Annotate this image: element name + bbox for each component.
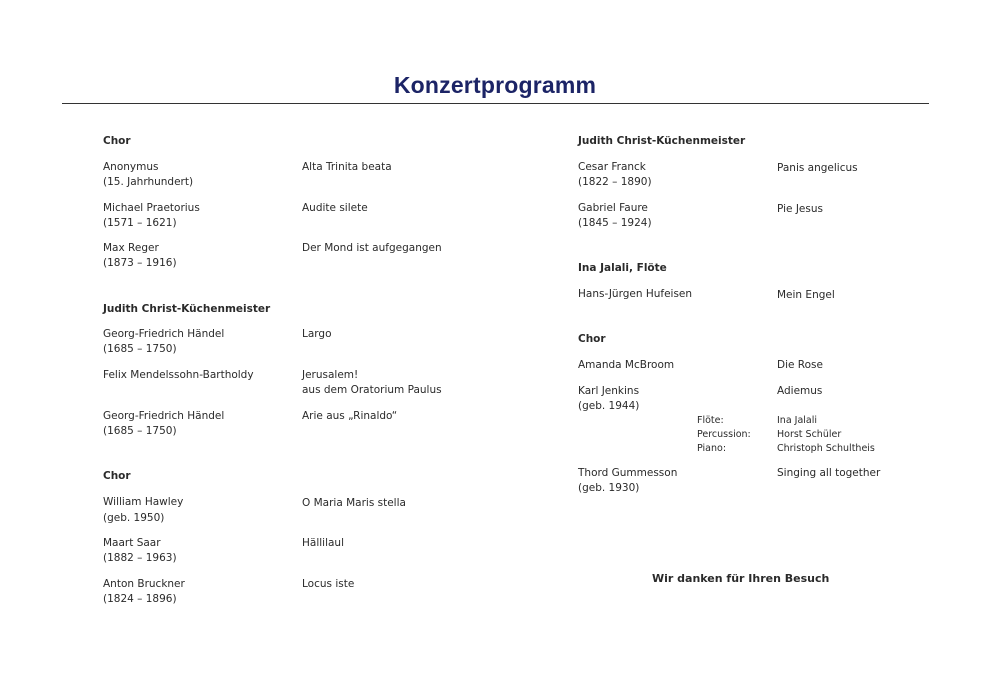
composer-name: Felix Mendelssohn-Bartholdy — [103, 369, 254, 381]
composer-name: Maart Saar — [103, 537, 161, 549]
composer-name: Georg-Friedrich Händel — [103, 410, 225, 422]
section-heading: Judith Christ-Küchenmeister — [578, 135, 746, 147]
thank-you-note: Wir danken für Ihren Besuch — [652, 572, 830, 585]
work-title: Locus iste — [302, 578, 355, 590]
work-title: Jerusalem! — [302, 369, 359, 381]
composer-dates: (15. Jahrhundert) — [103, 176, 194, 188]
page-title: Konzertprogramm — [393, 72, 597, 98]
work-title: Mein Engel — [777, 289, 835, 301]
section-heading: Ina Jalali, Flöte — [578, 262, 667, 274]
composer-name: Thord Gummesson — [578, 467, 678, 479]
composer-name: Georg-Friedrich Händel — [103, 328, 225, 340]
composer-dates: (1824 – 1896) — [103, 593, 177, 605]
composer-name: Amanda McBroom — [578, 359, 675, 371]
work-title: Der Mond ist aufgegangen — [302, 242, 442, 254]
performer-role: Piano: — [697, 443, 727, 454]
work-title: Audite silete — [302, 202, 368, 214]
composer-dates: (1685 – 1750) — [103, 425, 177, 437]
composer-dates: (1571 – 1621) — [103, 217, 177, 229]
composer-name: Gabriel Faure — [578, 202, 648, 214]
work-title: Alta Trinita beata — [302, 161, 392, 173]
composer-name: Anton Bruckner — [103, 578, 185, 590]
performer-name: Ina Jalali — [777, 415, 818, 426]
composer-name: Anonymus — [103, 161, 159, 173]
composer-dates: (geb. 1950) — [103, 512, 165, 524]
work-title: Panis angelicus — [777, 162, 858, 174]
composer-dates: (1685 – 1750) — [103, 343, 177, 355]
performer-role: Percussion: — [697, 429, 751, 440]
composer-name: Michael Praetorius — [103, 202, 200, 214]
composer-dates: (1822 – 1890) — [578, 176, 652, 188]
work-title: Singing all together — [777, 467, 881, 479]
composer-dates: (1882 – 1963) — [103, 552, 177, 564]
composer-dates: (geb. 1944) — [578, 400, 640, 412]
work-title: O Maria Maris stella — [302, 497, 406, 509]
composer-name: Cesar Franck — [578, 161, 646, 173]
performer-role: Flöte: — [697, 415, 724, 426]
composer-dates: (1845 – 1924) — [578, 217, 652, 229]
composer-name: Hans-Jürgen Hufeisen — [578, 288, 693, 300]
composer-name: Karl Jenkins — [578, 385, 640, 397]
section-heading: Chor — [103, 470, 131, 482]
composer-name: Max Reger — [103, 242, 159, 254]
title-divider — [62, 103, 929, 104]
performer-name: Horst Schüler — [777, 429, 842, 440]
work-title: Adiemus — [777, 385, 823, 397]
work-title: Hällilaul — [302, 537, 345, 549]
work-subtitle: aus dem Oratorium Paulus — [302, 384, 442, 396]
work-title: Largo — [302, 328, 332, 340]
composer-name: William Hawley — [103, 496, 184, 508]
section-heading: Chor — [103, 135, 131, 147]
section-heading: Chor — [578, 333, 606, 345]
section-heading: Judith Christ-Küchenmeister — [103, 303, 271, 315]
composer-dates: (1873 – 1916) — [103, 257, 177, 269]
work-title: Arie aus „Rinaldo“ — [302, 410, 398, 422]
work-title: Die Rose — [777, 359, 823, 371]
performer-name: Christoph Schultheis — [777, 443, 875, 454]
composer-dates: (geb. 1930) — [578, 482, 640, 494]
work-title: Pie Jesus — [777, 203, 823, 215]
